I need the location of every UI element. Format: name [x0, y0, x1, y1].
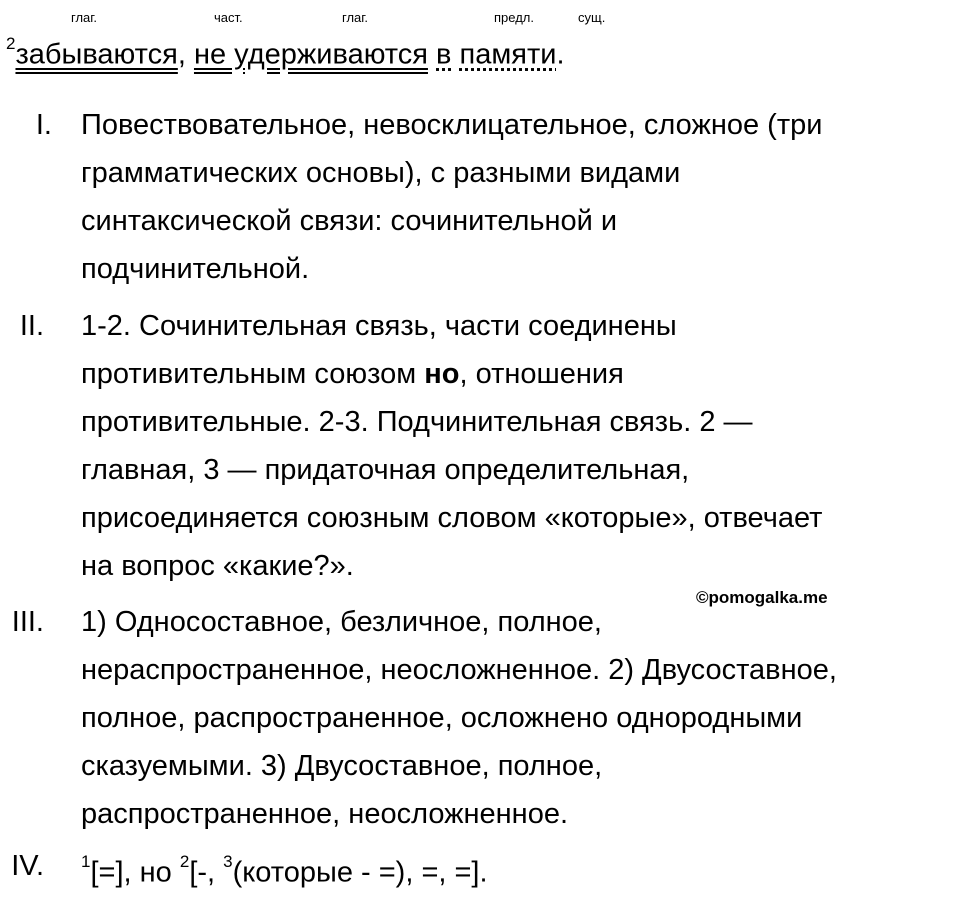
circumstance: памяти — [459, 38, 557, 71]
item-numeral: III. — [11, 606, 44, 638]
text-line: Повествовательное, невосклицательное, сложное (три — [81, 109, 823, 141]
preposition: в — [436, 38, 452, 71]
bold-conjunction: но — [424, 358, 460, 390]
predicate-1: забываются — [15, 38, 178, 71]
sentence-end: . — [556, 38, 565, 71]
scheme-part-number: 2 — [179, 852, 190, 871]
text-line: подчинительной. — [81, 253, 310, 285]
scheme-part-number: 1 — [81, 852, 91, 871]
text-line: грамматических основы), с разными видами — [81, 157, 681, 189]
text-line: полное, распространенное, осложнено однородными — [81, 702, 803, 734]
scheme-fragment: [-, — [189, 856, 224, 889]
text-line: главная, 3 — придаточная определительная, — [81, 454, 690, 486]
text-line: сказуемыми. 3) Двусоставное, полное, — [81, 750, 603, 782]
pos-label-particle: част. — [214, 10, 243, 25]
watermark: ©pomogalka.me — [696, 588, 828, 607]
scheme-formula — [81, 842, 488, 890]
text-line: распространенное, неосложненное. — [81, 798, 569, 830]
item-text — [81, 101, 822, 293]
item-numeral: IV. — [11, 850, 44, 882]
text-line: синтаксической связи: сочинительной и — [81, 205, 618, 237]
text-line: противительные. 2-3. Подчинительная связь. 2 — — [81, 406, 753, 438]
pos-label-noun: сущ. — [578, 10, 606, 25]
pos-label-verb-1: глаг. — [71, 10, 98, 25]
pos-label-preposition: предл. — [494, 10, 534, 25]
parsed-sentence-line — [6, 34, 565, 72]
text-fragment: , отношения — [459, 358, 624, 390]
text-line: нераспространенное, неосложненное. 2) Двусоставное, — [81, 654, 837, 686]
pos-label-verb-2: глаг. — [342, 10, 369, 25]
separator: , — [177, 38, 194, 71]
item-text — [81, 302, 822, 590]
text-line: 1-2. Сочинительная связь, части соединены — [81, 310, 677, 342]
text-fragment: противительным союзом — [81, 358, 417, 390]
text-line: присоединяется союзным словом «которые», отвечает — [81, 502, 823, 534]
item-numeral: I. — [35, 109, 52, 141]
sentence-part-number: 2 — [6, 34, 16, 53]
item-text — [81, 598, 837, 838]
item-numeral: II. — [19, 310, 44, 342]
separator — [451, 39, 459, 71]
separator — [428, 39, 436, 71]
scheme-fragment: (которые - =), =, =]. — [232, 856, 488, 889]
text-line: 1) Односоставное, безличное, полное, — [81, 606, 602, 638]
scheme-fragment: [=], но — [90, 856, 180, 889]
scheme-part-number: 3 — [223, 852, 233, 871]
text-line — [81, 350, 822, 398]
sentence-scheme — [81, 842, 488, 890]
predicate-2: не удерживаются — [193, 38, 428, 71]
text-line: на вопрос «какие?». — [81, 550, 354, 582]
